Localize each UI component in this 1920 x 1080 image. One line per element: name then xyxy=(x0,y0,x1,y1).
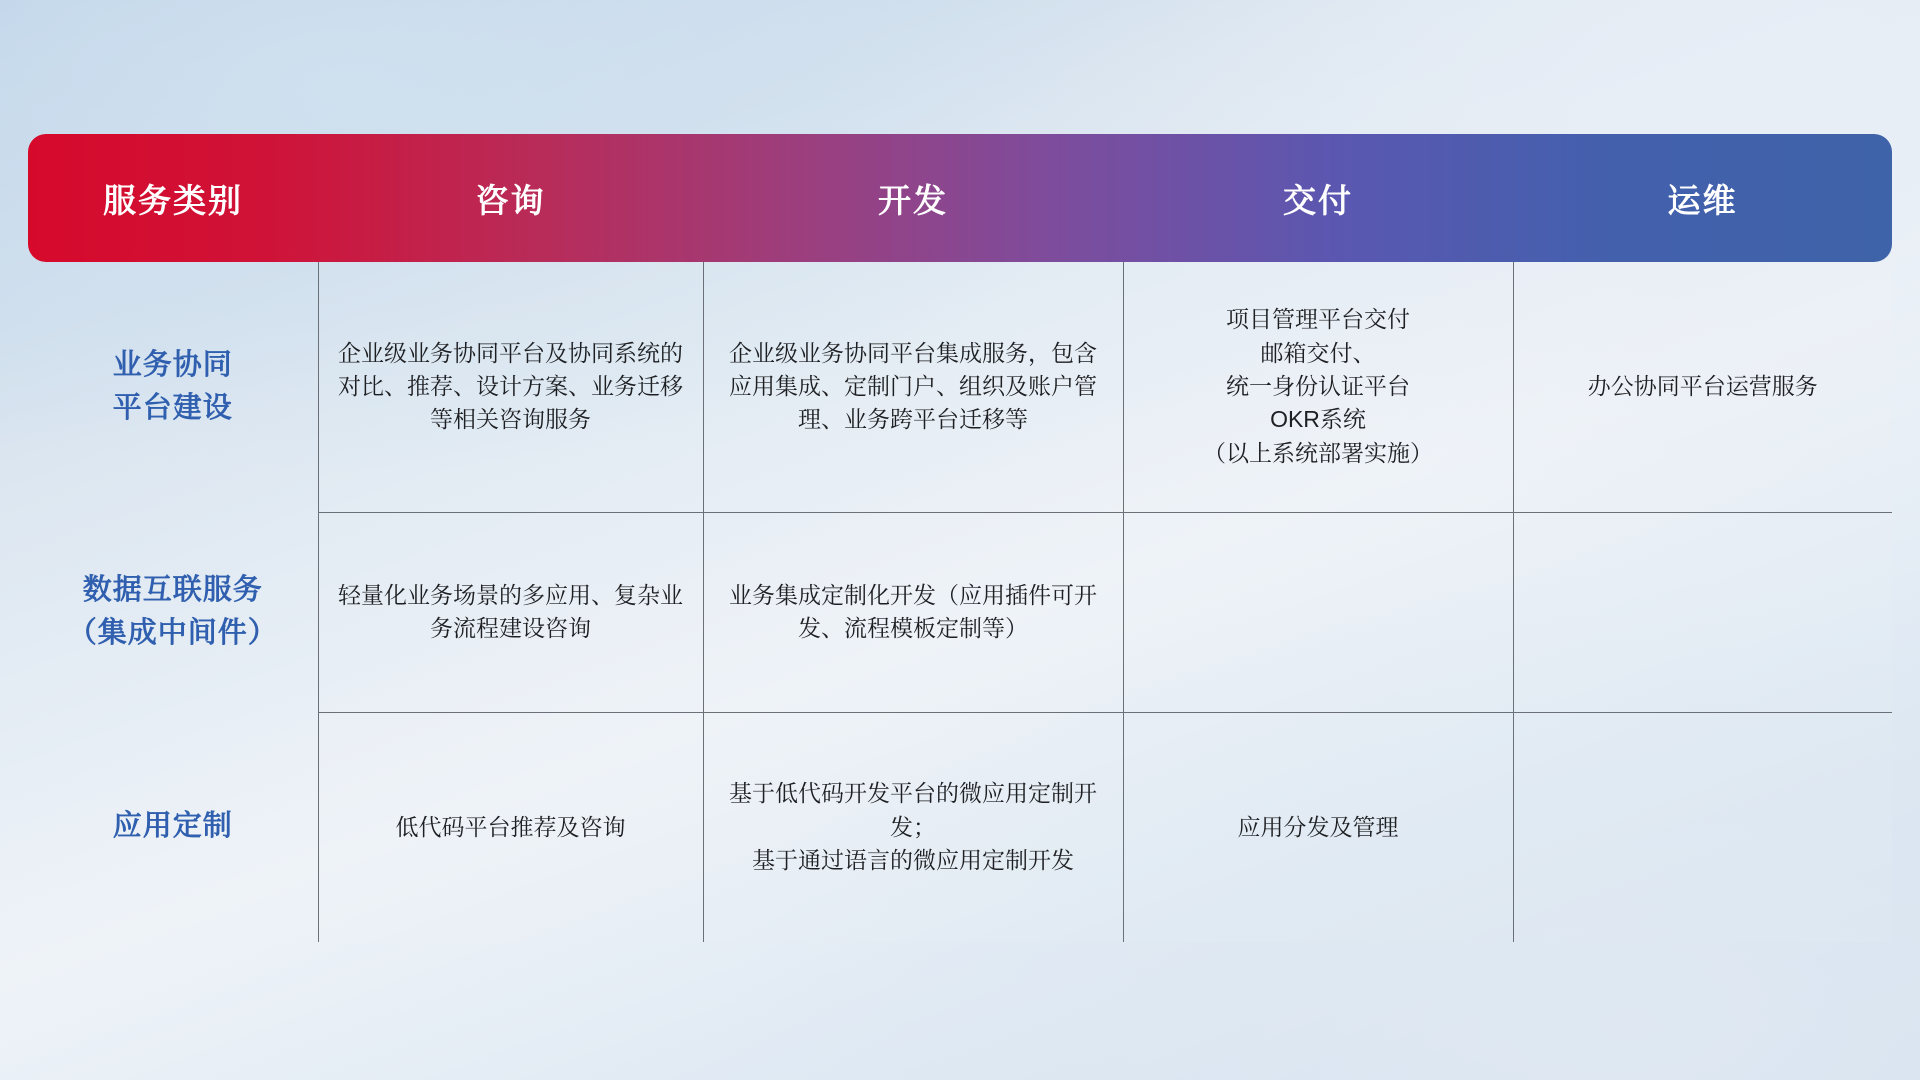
header-cell-consulting xyxy=(318,134,703,262)
service-matrix-table xyxy=(28,134,1892,942)
cell-consulting: 轻量化业务场景的多应用、复杂业务流程建设咨询 xyxy=(318,512,703,712)
cell-delivery xyxy=(1123,262,1513,512)
delivery-line: （以上系统部署实施） xyxy=(1203,439,1433,466)
cell-consulting: 低代码平台推荐及咨询 xyxy=(318,712,703,942)
header-cell-operations xyxy=(1513,134,1892,262)
header-cell-category xyxy=(28,134,318,262)
category-line: 数据互联服务 xyxy=(82,573,263,606)
cell-development: 业务集成定制化开发（应用插件可开发、流程模板定制等） xyxy=(703,512,1123,712)
category-line: 业务协同 xyxy=(112,348,233,381)
cell-consulting: 企业级业务协同平台及协同系统的对比、推荐、设计方案、业务迁移等相关咨询服务 xyxy=(318,262,703,512)
row-category-label xyxy=(28,262,318,512)
development-line: 基于通过语言的微应用定制开发 xyxy=(752,846,1074,873)
category-line: 平台建设 xyxy=(112,392,233,424)
table-header xyxy=(28,134,1892,262)
table-body xyxy=(28,262,1892,942)
row-category-label xyxy=(28,512,318,712)
cell-development: 企业级业务协同平台集成服务，包含应用集成、定制门户、组织及账户管理、业务跨平台迁移等 xyxy=(703,262,1123,512)
table-row xyxy=(28,262,1892,512)
header-cell-delivery xyxy=(1123,134,1513,262)
header-label-category: 服务类别 xyxy=(103,181,243,219)
header-cell-development xyxy=(703,134,1123,262)
cell-operations xyxy=(1513,512,1892,712)
delivery-line: 项目管理平台交付 xyxy=(1226,306,1410,333)
category-line: 应用定制 xyxy=(112,810,233,843)
category-line: （集成中间件） xyxy=(67,617,278,649)
header-label-development: 开发 xyxy=(878,181,948,219)
cell-operations: 办公协同平台运营服务 xyxy=(1513,262,1892,512)
header-row xyxy=(28,134,1892,262)
table-row xyxy=(28,712,1892,942)
delivery-line: 邮箱交付、 xyxy=(1260,339,1376,366)
row-category-label xyxy=(28,712,318,942)
development-line: 基于低代码开发平台的微应用定制开发； xyxy=(729,780,1097,840)
cell-operations xyxy=(1513,712,1892,942)
cell-delivery: 应用分发及管理 xyxy=(1123,712,1513,942)
table-row xyxy=(28,512,1892,712)
service-matrix-container xyxy=(28,134,1892,942)
cell-development xyxy=(703,712,1123,942)
header-label-operations: 运维 xyxy=(1667,181,1738,219)
cell-delivery xyxy=(1123,512,1513,712)
header-label-consulting: 咨询 xyxy=(475,181,546,219)
delivery-line: OKR系统 xyxy=(1270,406,1366,433)
header-label-delivery: 交付 xyxy=(1283,181,1353,219)
delivery-line: 统一身份认证平台 xyxy=(1226,373,1410,400)
